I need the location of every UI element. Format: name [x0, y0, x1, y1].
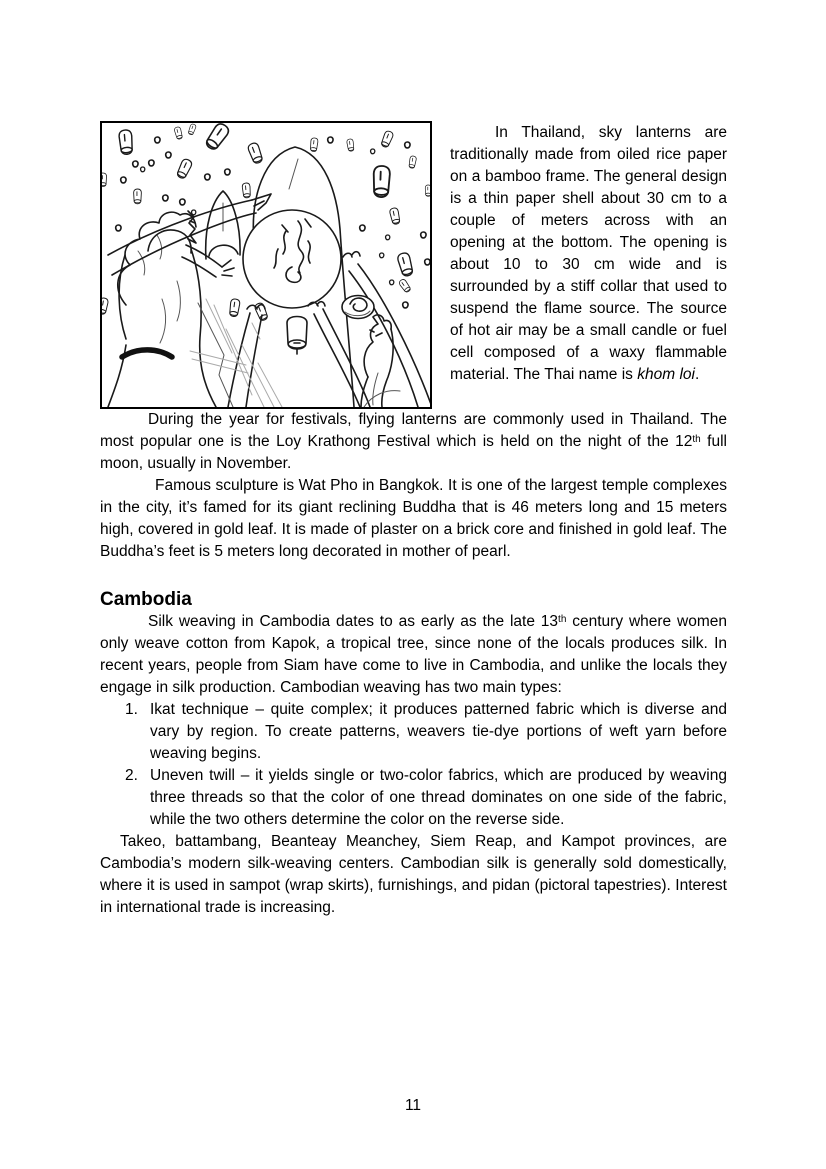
list-item-text: Uneven twill – it yields single or two-color fabrics, which are produced by weaving three threads so that the color of one thread dominates on one side of the fabric, while the two others determine the color on the reverse side. — [150, 767, 727, 828]
festival-paragraph-end: full moon, usually in November. — [100, 433, 727, 472]
list-item-number: 2. — [125, 767, 138, 784]
sculpture-paragraph: Famous sculpture is Wat Pho in Bangkok. It is one of the largest temple complexes in the city, it’s famed for its giant reclining Buddha that is 46 meters long and 15 meters high, covered in gold leaf. It is made of plaster on a brick core and finished in gold leaf. The Buddha’s feet is 5 meters long decorated in mother of pearl. — [100, 477, 727, 560]
thailand-section-top — [100, 121, 727, 409]
sky-lanterns-illustration — [100, 121, 432, 409]
weaving-types-list — [100, 699, 727, 831]
list-item-number: 1. — [125, 701, 138, 718]
provinces-paragraph: Takeo, battambang, Beanteay Meanchey, Siem Reap, and Kampot provinces, are Cambodia’s modern silk-weaving centers. Cambodian silk is generally sold domestically, where it is used in sampot (wrap skirts), furnishings, and pidan (pictoral tapestries). Interest in international trade is increasing. — [100, 833, 727, 916]
sky-lanterns-drawing — [102, 123, 430, 407]
ordinal-superscript: th — [692, 434, 701, 445]
list-item — [125, 699, 727, 765]
festival-paragraph — [100, 409, 727, 475]
cambodia-intro-end: century where women only weave cotton from Kapok, a tropical tree, since none of the locals produces silk. In recent years, people from Siam have come to live in Cambodia, and unlike the locals they engage in silk production. Cambodian weaving has two main types: — [100, 613, 727, 696]
cambodia-intro-text: Silk weaving in Cambodia dates to as early as the late 13 — [148, 613, 559, 630]
page-content — [100, 0, 727, 919]
thai-name-italic: khom loi — [637, 366, 695, 383]
festival-paragraph-text: During the year for festivals, flying lanterns are commonly used in Thailand. The most popular one is the Loy Krathong Festival which is held on the night of the 12 — [100, 411, 727, 450]
cambodia-intro-paragraph — [100, 611, 727, 699]
ordinal-superscript: th — [558, 614, 567, 625]
list-item — [125, 765, 727, 831]
page-number: 11 — [404, 1097, 422, 1114]
lantern-paragraph-end: . — [694, 366, 700, 383]
cambodia-heading: Cambodia — [100, 589, 192, 610]
list-item-text: Ikat technique – quite complex; it produces patterned fabric which is diverse and vary by region. To create patterns, weavers tie-dye portions of weft yarn before weaving begins. — [150, 701, 727, 762]
lantern-paragraph-text: In Thailand, sky lanterns are traditionally made from oiled rice paper on a bamboo frame. The general design is a thin paper shell about 30 cm to a couple of meters across with an opening at the bottom. The opening is about 10 to 30 cm wide and is surrounded by a stiff collar that used to suspend the flame source. The source of hot air may be a small candle or fuel cell composed of a waxy flammable material. The Thai name is — [450, 124, 727, 383]
thailand-lantern-paragraph — [450, 121, 727, 386]
